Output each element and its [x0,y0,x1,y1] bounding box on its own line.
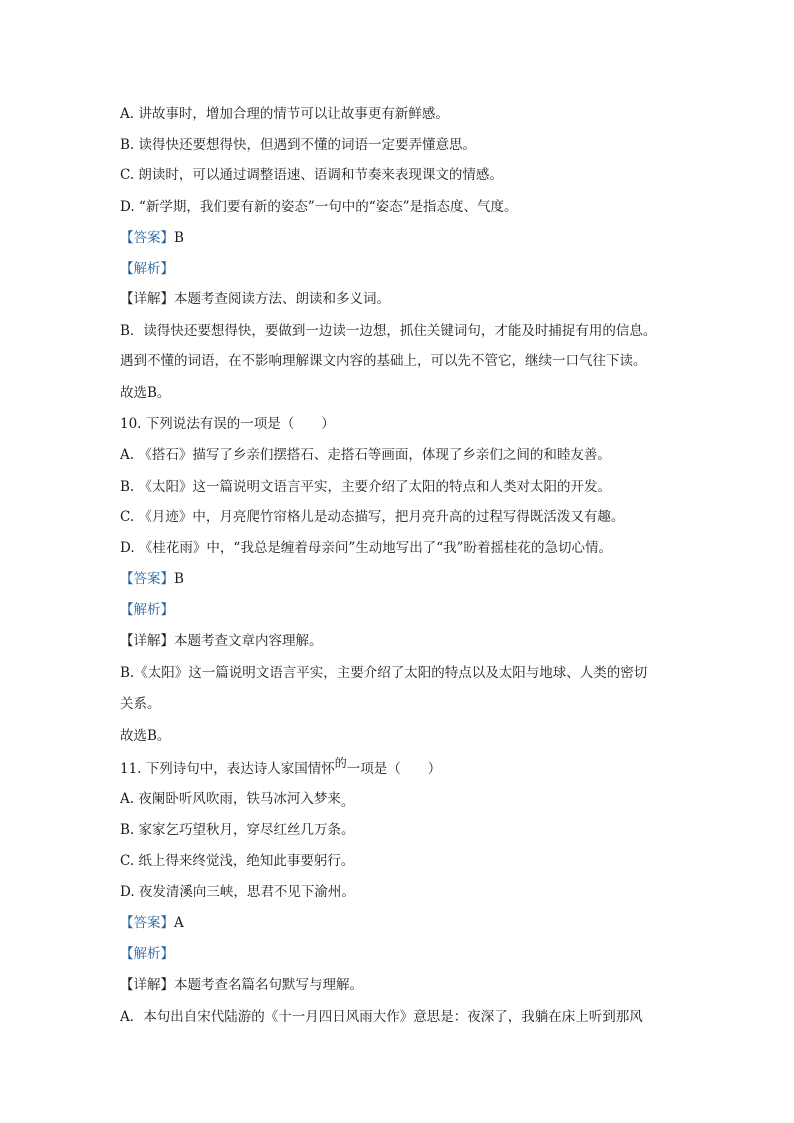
option-line: D. 夜发清溪向三峡，思君不见下渝州。 [120,884,355,900]
option-line: B. 《太阳》这一篇说明文语言平实，主要介绍了太阳的特点和人类对太阳的开发。 [120,479,612,495]
option-line: B. 读得快还要想得快，但遇到不懂的词语一定要弄懂意思。 [120,137,477,153]
conclusion-line: 故选B。 [120,385,171,401]
analysis-tag: 【解析】 [120,602,174,618]
answer-tag: 【答案】 [120,915,174,931]
explanation-line: 遇到不懂的词语，在不影响理解课文内容的基础上，可以先不管它，继续一口气往下读。 [120,353,647,369]
detail-line: 【详解】本题考查名篇名句默写与理解。 [120,977,363,993]
explanation-line: 关系。 [120,696,161,712]
answer-tag: 【答案】 [120,230,174,246]
detail-tag: 【详解】 [120,291,174,307]
option-line: A. 讲故事时，增加合理的情节可以让故事更有新鲜感。 [120,106,449,122]
option-line: B. 家家乞巧望秋月，穿尽红丝几万条。 [120,822,355,838]
question-10-stem: 10. 下列说法有误的一项是（ ） [120,416,335,432]
explanation-line: A．本句出自宋代陆游的《十一月四日风雨大作》意思是：夜深了，我躺在床上听到那风 [120,1009,643,1025]
explanation-line: B.《太阳》这一篇说明文语言平实，主要介绍了太阳的特点以及太阳与地球、人类的密切 [120,665,648,681]
option-line: A. 《搭石》描写了乡亲们摆搭石、走搭石等画面，体现了乡亲们之间的和睦友善。 [120,447,611,463]
analysis-line [120,944,174,964]
answer-line: 【答案】B [120,230,184,246]
answer-line: 【答案】A [120,915,184,931]
conclusion-line: 故选B。 [120,728,171,744]
answer-line: 【答案】B [120,571,184,587]
option-line: C. 《月迹》中，月亮爬竹帘格儿是动态描写，把月亮升高的过程写得既活泼又有趣。 [120,509,625,525]
answer-tag: 【答案】 [120,571,174,587]
option-line: D. “新学期，我们要有新的姿态”一句中的“姿态”是指态度、气度。 [120,199,518,215]
option-line: C. 朗读时，可以通过调整语速、语调和节奏来表现课文的情感。 [120,167,503,183]
analysis-tag: 【解析】 [120,946,174,962]
detail-tag: 【详解】 [120,633,174,649]
detail-tag: 【详解】 [120,977,174,993]
detail-line: 【详解】本题考查阅读方法、朗读和多义词。 [120,291,390,307]
option-line: A. 夜阑卧听风吹雨，铁马冰河入梦来。 [120,791,355,810]
option-line: C. 纸上得来终觉浅，绝知此事要躬行。 [120,853,355,869]
option-line: D. 《桂花雨》中，“我总是缠着母亲问”生动地写出了“我”盼着摇桂花的急切心情。 [120,540,613,556]
analysis-tag: 【解析】 [120,261,174,277]
analysis-line [120,600,174,620]
explanation-line: B．读得快还要想得快，要做到一边读一边想，抓住关键词句，才能及时捕捉有用的信息。 [120,323,657,339]
analysis-line [120,259,174,279]
detail-line: 【详解】本题考查文章内容理解。 [120,633,323,649]
question-11-stem: 11. 下列诗句中，表达诗人家国情怀的一项是（ ） [120,756,442,777]
